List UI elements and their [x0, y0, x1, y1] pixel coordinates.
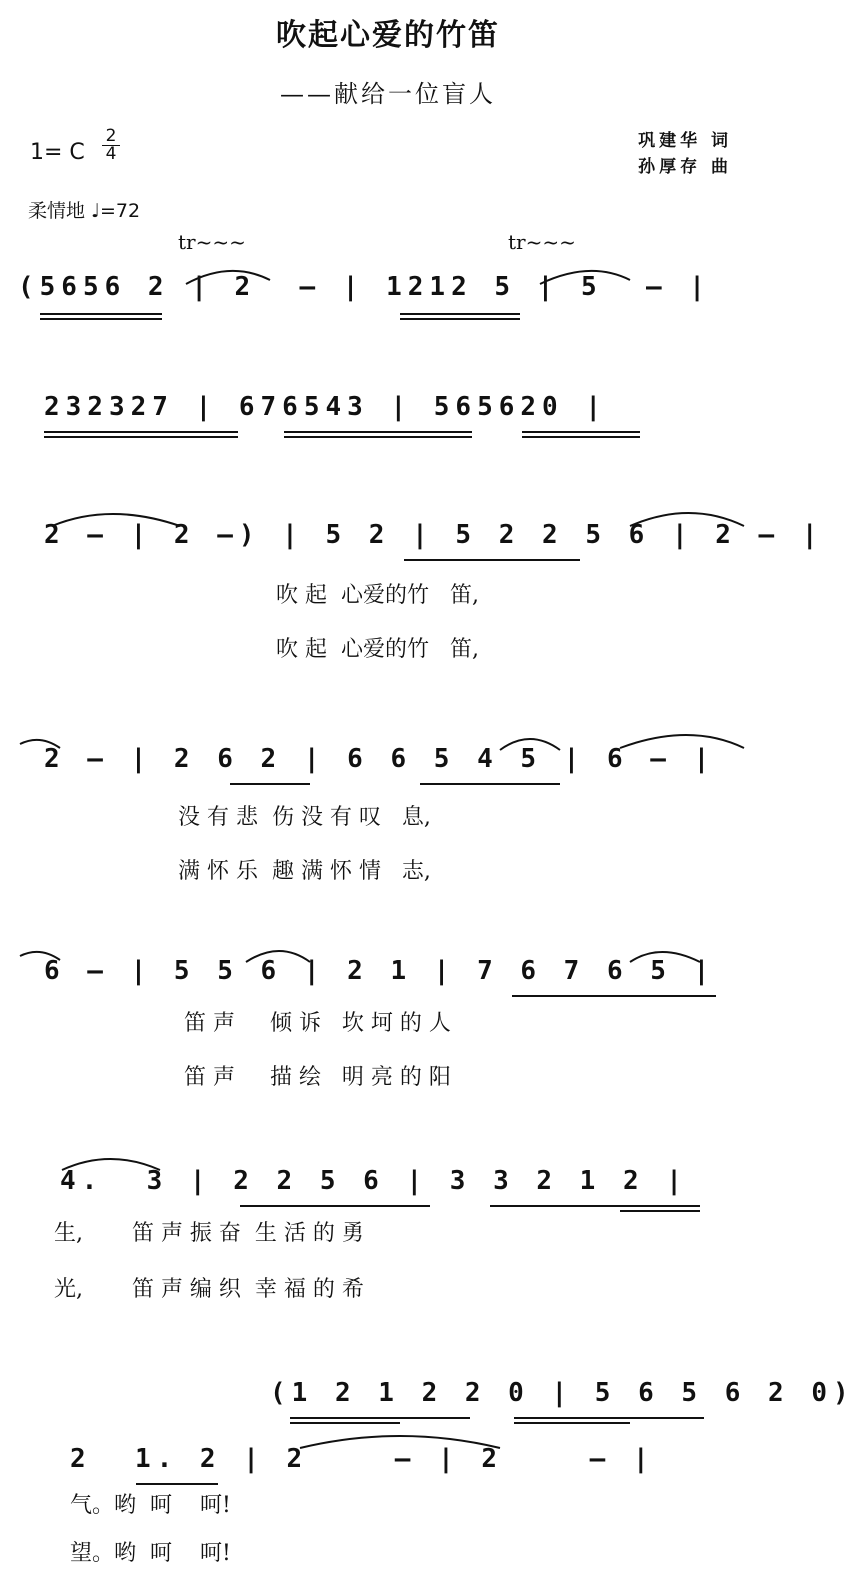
- lyric-verse-1: 气。哟 呵 呵!: [70, 1493, 231, 1518]
- time-denominator: 4: [102, 145, 120, 163]
- lyricist-credit: 巩建华 词: [638, 131, 732, 151]
- tempo-marking: 柔情地 ♩=72: [28, 200, 141, 222]
- notation-line: 2 – | 2 6 2 | 6 6 5 4 5 | 6 – |: [44, 744, 716, 774]
- notation-line: 2 – | 2 –) | 5 2 | 5 2 2 5 6 | 2 – |: [44, 520, 824, 550]
- lyric-verse-1: 吹 起 心爱的竹 笛,: [276, 583, 479, 608]
- trill-mark: tr~~~: [508, 230, 576, 254]
- notation-line: (5656 2 | 2 – | 1212 5 | 5 – |: [18, 272, 711, 302]
- lyric-verse-2: 满 怀 乐 趣 满 怀 情 志,: [178, 859, 431, 884]
- notation-marks: [0, 520, 776, 580]
- notation-marks: [0, 744, 776, 804]
- notation-line: 4. 3 | 2 2 5 6 | 3 3 2 1 2 |: [60, 1166, 688, 1196]
- notation-line: 6 – | 5 5 6 | 2 1 | 7 6 7 6 5 |: [44, 956, 716, 986]
- credits: [638, 128, 732, 180]
- notation-line: 2 1. 2 | 2 – | 2 – |: [70, 1444, 655, 1474]
- composer-credit: 孙厚存 曲: [638, 157, 732, 177]
- trill-mark: tr~~~: [178, 230, 246, 254]
- notation-line: (1 2 1 2 2 0 | 5 6 5 6 2 0): [270, 1378, 855, 1408]
- notation-line: 232327 | 676543 | 565620 |: [44, 392, 607, 422]
- lyric-verse-2: 望。哟 呵 呵!: [70, 1541, 231, 1566]
- lyric-verse-2: 吹 起 心爱的竹 笛,: [276, 637, 479, 662]
- notation-marks: [0, 272, 776, 332]
- lyric-verse-2: 光, 笛 声 编 织 幸 福 的 希: [54, 1277, 364, 1302]
- song-title: 吹起心爱的竹笛: [276, 18, 500, 53]
- song-subtitle: ——献给一位盲人: [280, 80, 496, 108]
- lyric-verse-2: 笛 声 描 绘 明 亮 的 阳: [184, 1065, 451, 1090]
- key-signature: 1= C: [30, 140, 85, 165]
- lyric-verse-1: 笛 声 倾 诉 坎 坷 的 人: [184, 1011, 451, 1036]
- lyric-verse-1: 生, 笛 声 振 奋 生 活 的 勇: [54, 1221, 364, 1246]
- notation-marks: [0, 392, 776, 452]
- time-signature: [102, 128, 120, 163]
- notation-marks: [0, 1378, 776, 1438]
- time-numerator: 2: [105, 126, 117, 146]
- lyric-verse-1: 没 有 悲 伤 没 有 叹 息,: [178, 805, 431, 830]
